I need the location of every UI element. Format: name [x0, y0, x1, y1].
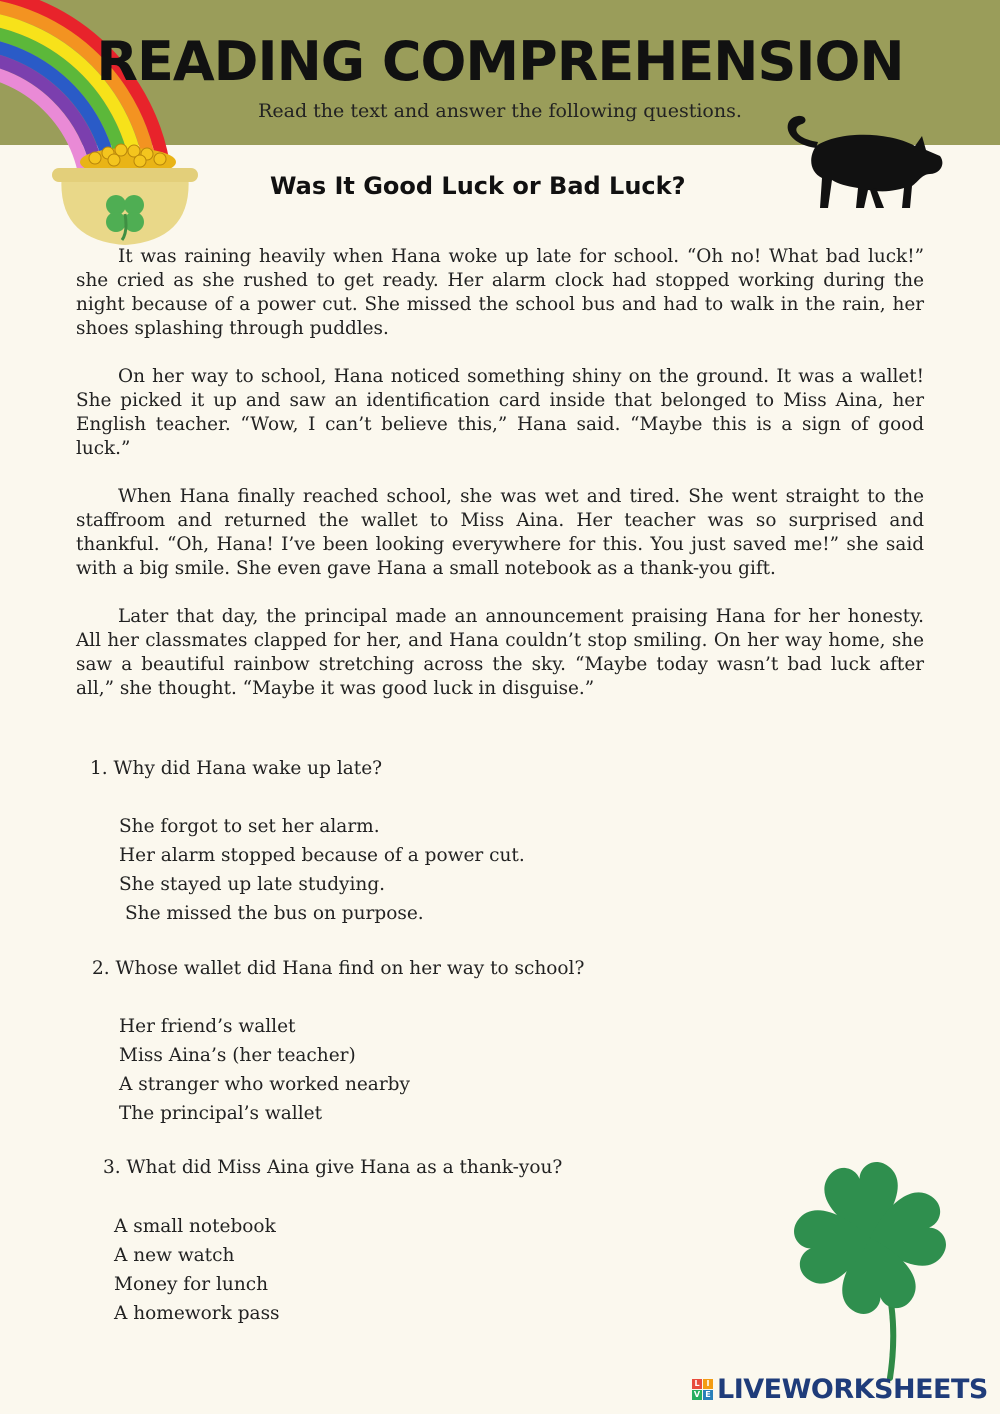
question-text: Whose wallet did Hana find on her way to school?	[115, 958, 585, 979]
black-cat-icon	[780, 108, 950, 214]
brand-wordmark: LIVEWORKSHEETS	[717, 1374, 988, 1405]
answer-option[interactable]: Her alarm stopped because of a power cut.	[119, 845, 525, 866]
question-1	[90, 758, 382, 779]
question-3	[103, 1157, 562, 1178]
live-logo-mark: L I V E	[692, 1379, 713, 1400]
answer-option[interactable]: She forgot to set her alarm.	[119, 816, 380, 837]
answer-option[interactable]: A small notebook	[114, 1216, 276, 1237]
story-paragraph: Later that day, the principal made an announcement praising Hana for her honesty. All her classmates clapped for her, and Hana couldn’t stop smiling. On her way home, she saw a beautiful rainbow stretching across the sky. “Maybe today wasn’t bad luck after all,” she thought. “Maybe it was good luck in disguise.”	[76, 606, 924, 699]
answer-option[interactable]: Money for lunch	[114, 1274, 269, 1295]
question-3-options	[114, 1212, 280, 1328]
question-number: 3.	[103, 1157, 121, 1178]
answer-option[interactable]: The principal’s wallet	[119, 1103, 323, 1124]
pot-of-gold-icon	[52, 144, 198, 245]
instructions-text: Read the text and answer the following questions.	[258, 100, 742, 122]
story-title: Was It Good Luck or Bad Luck?	[270, 172, 686, 200]
answer-option[interactable]: A new watch	[114, 1245, 235, 1266]
answer-option[interactable]: Miss Aina’s (her teacher)	[119, 1045, 356, 1066]
answer-option[interactable]: A stranger who worked nearby	[119, 1074, 410, 1095]
story-paragraph: On her way to school, Hana noticed something shiny on the ground. It was a wallet! She picked it up and saw an identification card inside that belonged to Miss Aina, her English teacher. “Wow, I can’t believe this,” Hana said. “Maybe this is a sign of good luck.”	[76, 366, 924, 459]
question-1-options	[119, 812, 525, 928]
question-2-options	[119, 1012, 410, 1128]
question-number: 1.	[90, 758, 108, 779]
four-leaf-clover-icon	[782, 1148, 957, 1383]
liveworksheets-logo	[692, 1374, 988, 1405]
story-paragraph: When Hana finally reached school, she was wet and tired. She went straight to the staffroom and returned the wallet to Miss Aina. Her teacher was so surprised and thankful. “Oh, Hana! I’ve been looking everywhere for this. You just saved me!” she said with a big smile. She even gave Hana a small notebook as a thank-you gift.	[76, 486, 924, 579]
answer-option[interactable]: A homework pass	[114, 1303, 280, 1324]
question-text: Why did Hana wake up late?	[113, 758, 383, 779]
question-number: 2.	[92, 958, 110, 979]
story-paragraph: It was raining heavily when Hana woke up late for school. “Oh no! What bad luck!” she cried as she rushed to get ready. Her alarm clock had stopped working during the night because of a power cut. She missed the school bus and had to walk in the rain, her shoes splashing through puddles.	[76, 246, 924, 339]
answer-option[interactable]: She missed the bus on purpose.	[125, 903, 424, 924]
page-title: READING COMPREHENSION	[96, 30, 904, 93]
story-text	[76, 245, 924, 725]
answer-option[interactable]: She stayed up late studying.	[119, 874, 386, 895]
question-text: What did Miss Aina give Hana as a thank-you?	[126, 1157, 563, 1178]
answer-option[interactable]: Her friend’s wallet	[119, 1016, 296, 1037]
question-2	[92, 958, 584, 979]
